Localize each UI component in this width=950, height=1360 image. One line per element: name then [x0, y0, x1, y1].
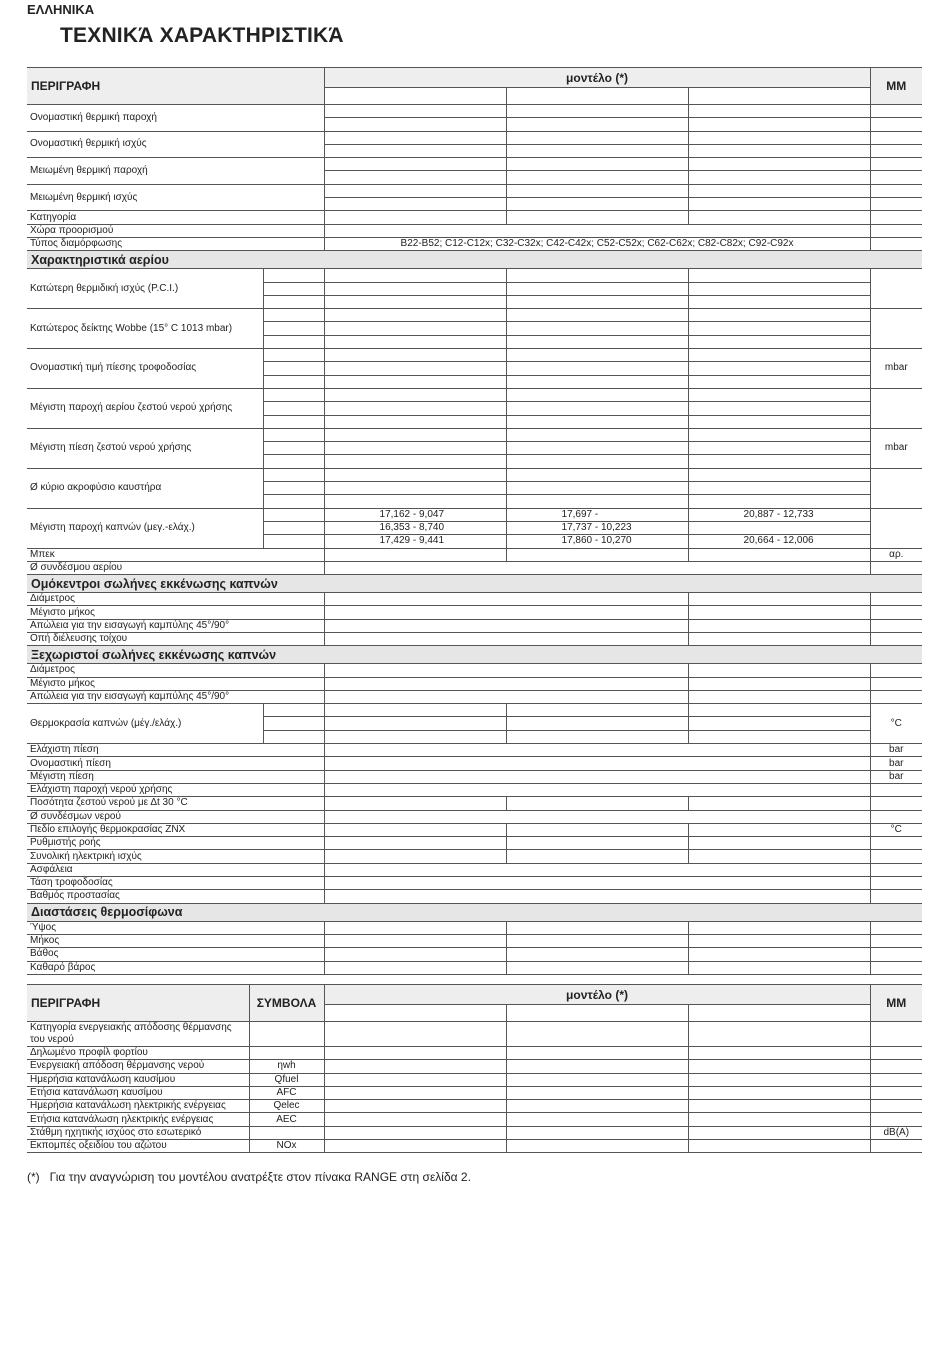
footnote-text: Για την αναγνώριση του μοντέλου ανατρέξτε στον πίνακα RANGE στη σελίδα 2.: [49, 1170, 471, 1184]
table-header-row: [27, 68, 922, 88]
symbol: AEC: [249, 1113, 324, 1126]
flue-value: 17,697 -: [506, 508, 688, 521]
energy-specs-table: [27, 984, 922, 1153]
row-label: Μειωμένη θερμική ισχύς: [27, 184, 324, 211]
symbol: Qfuel: [249, 1073, 324, 1086]
row-label: Ετήσια κατανάλωση καυσίμου: [27, 1086, 249, 1099]
row-label: Διάμετρος: [27, 664, 324, 677]
row-label: Μέγιστη πίεση: [27, 770, 324, 783]
header-description: ΠΕΡΙΓΡΑΦΗ: [27, 985, 249, 1022]
row-label: Μήκος: [27, 934, 324, 947]
row-label: Ποσότητα ζεστού νερού με Δt 30 °C: [27, 797, 324, 810]
flue-value: [688, 521, 870, 534]
row-label: Καθαρό βάρος: [27, 961, 324, 974]
row-label: Μέγιστο μήκος: [27, 606, 324, 619]
config-value: B22-B52; C12-C12x; C32-C32x; C42-C42x; C52-C52x; C62-C62x; C82-C82x; C92-C92x: [324, 237, 870, 250]
row-label: Κατηγορία ενεργειακής απόδοσης θέρμανσης του νερού: [27, 1022, 249, 1047]
header-model: μοντέλο (*): [324, 985, 870, 1005]
row-label: Ετήσια κατανάλωση ηλεκτρικής ενέργειας: [27, 1113, 249, 1126]
language-label: ΕΛΛΗΝΙΚΑ: [27, 2, 95, 17]
footnote-mark: (*): [27, 1170, 40, 1184]
row-label: Μέγιστο μήκος: [27, 677, 324, 690]
row-label: Δηλωμένο προφίλ φορτίου: [27, 1047, 249, 1060]
flue-value: 17,429 - 9,441: [324, 535, 506, 548]
row-label: Μπεκ: [27, 548, 324, 561]
row-label: Κατώτερος δείκτης Wobbe (15° C 1013 mbar): [27, 309, 263, 349]
row-label: Οπή διέλευσης τοίχου: [27, 632, 324, 645]
row-label: Τύπος διαμόρφωσης: [27, 237, 324, 250]
row-label: Ελάχιστη παροχή νερού χρήσης: [27, 783, 324, 796]
unit-celsius: °C: [870, 823, 922, 836]
symbol: ηwh: [249, 1060, 324, 1073]
page-title: ΤΕΧΝΙΚΆ ΧΑΡΑΚΤΗΡΙΣΤΙΚΆ: [60, 24, 344, 47]
row-label: Ø συνδέσμων νερού: [27, 810, 324, 823]
row-label: Ονομαστική θερμική ισχύς: [27, 131, 324, 158]
row-label: Μέγιστη πίεση ζεστού νερού χρήσης: [27, 428, 263, 468]
header-unit: ΜΜ: [870, 985, 922, 1022]
row-label: Μέγιστη παροχή αερίου ζεστού νερού χρήσης: [27, 388, 263, 428]
section-coaxial: Ομόκεντροι σωλήνες εκκένωσης καπνών: [27, 575, 922, 593]
row-label: Μέγιστη παροχή καπνών (μεγ.-ελάχ.): [27, 508, 263, 548]
row-label: Κατώτερη θερμιδική ισχύς (P.C.I.): [27, 269, 263, 309]
flue-value: 17,737 - 10,223: [506, 521, 688, 534]
section-dimensions: Διαστάσεις θερμοσίφωνα: [27, 903, 922, 921]
unit-dba: dB(A): [870, 1126, 922, 1139]
flue-value: 16,353 - 8,740: [324, 521, 506, 534]
section-gas: Χαρακτηριστικά αερίου: [27, 251, 922, 269]
row-label: Στάθμη ηχητικής ισχύος στο εσωτερικό: [27, 1126, 249, 1139]
row-label: Ύψος: [27, 921, 324, 934]
header-unit: ΜΜ: [870, 68, 922, 105]
row-label: Ονομαστική τιμή πίεσης τροφοδοσίας: [27, 349, 263, 389]
section-separate: Ξεχωριστοί σωλήνες εκκένωσης καπνών: [27, 646, 922, 664]
row-label: Κατηγορία: [27, 211, 324, 224]
unit-celsius: °C: [870, 704, 922, 744]
symbol: Qelec: [249, 1100, 324, 1113]
header-symbol: ΣΥΜΒΟΛΑ: [249, 985, 324, 1022]
row-label: Θερμοκρασία καπνών (μέγ./ελάχ.): [27, 704, 263, 744]
row-label: Βαθμός προστασίας: [27, 890, 324, 903]
row-label: Απώλεια για την εισαγωγή καμπύλης 45°/90°: [27, 690, 324, 703]
unit-bar: bar: [870, 744, 922, 757]
row-label: Συνολική ηλεκτρική ισχύς: [27, 850, 324, 863]
flue-value: 20,664 - 12,006: [688, 535, 870, 548]
table-header-row: [27, 985, 922, 1005]
row-label: Ενεργειακή απόδοση θέρμανσης νερού: [27, 1060, 249, 1073]
unit-count: αρ.: [870, 548, 922, 561]
unit-mbar: mbar: [870, 428, 922, 468]
unit-mbar: mbar: [870, 349, 922, 389]
row-label: Ημερήσια κατανάλωση καυσίμου: [27, 1073, 249, 1086]
row-label: Ø συνδέσμου αερίου: [27, 561, 324, 574]
row-label: Ονομαστική πίεση: [27, 757, 324, 770]
row-label: Εκπομπές οξειδίου του αζώτου: [27, 1140, 249, 1153]
flue-value: 17,162 - 9,047: [324, 508, 506, 521]
row-label: Ασφάλεια: [27, 863, 324, 876]
row-label: Διάμετρος: [27, 593, 324, 606]
flue-value: 20,887 - 12,733: [688, 508, 870, 521]
flue-value: 17,860 - 10,270: [506, 535, 688, 548]
row-label: Ονομαστική θερμική παροχή: [27, 105, 324, 132]
row-label: Τάση τροφοδοσίας: [27, 877, 324, 890]
header-model: μοντέλο (*): [324, 68, 870, 88]
row-label: Ελάχιστη πίεση: [27, 744, 324, 757]
row-label: Μειωμένη θερμική παροχή: [27, 158, 324, 185]
unit-bar: bar: [870, 757, 922, 770]
symbol: NOx: [249, 1140, 324, 1153]
row-label: Βάθος: [27, 948, 324, 961]
row-label: Απώλεια για την εισαγωγή καμπύλης 45°/90°: [27, 619, 324, 632]
row-label: Ημερήσια κατανάλωση ηλεκτρικής ενέργειας: [27, 1100, 249, 1113]
row-label: Ρυθμιστής ροής: [27, 837, 324, 850]
unit-bar: bar: [870, 770, 922, 783]
row-label: Ø κύριο ακροφύσιο καυστήρα: [27, 468, 263, 508]
technical-specs-table: [27, 67, 922, 975]
header-description: ΠΕΡΙΓΡΑΦΗ: [27, 68, 324, 105]
footnote: [27, 1170, 471, 1184]
symbol: AFC: [249, 1086, 324, 1099]
row-label: Χώρα προορισμού: [27, 224, 324, 237]
row-label: Πεδίο επιλογής θερμοκρασίας ZNX: [27, 823, 324, 836]
